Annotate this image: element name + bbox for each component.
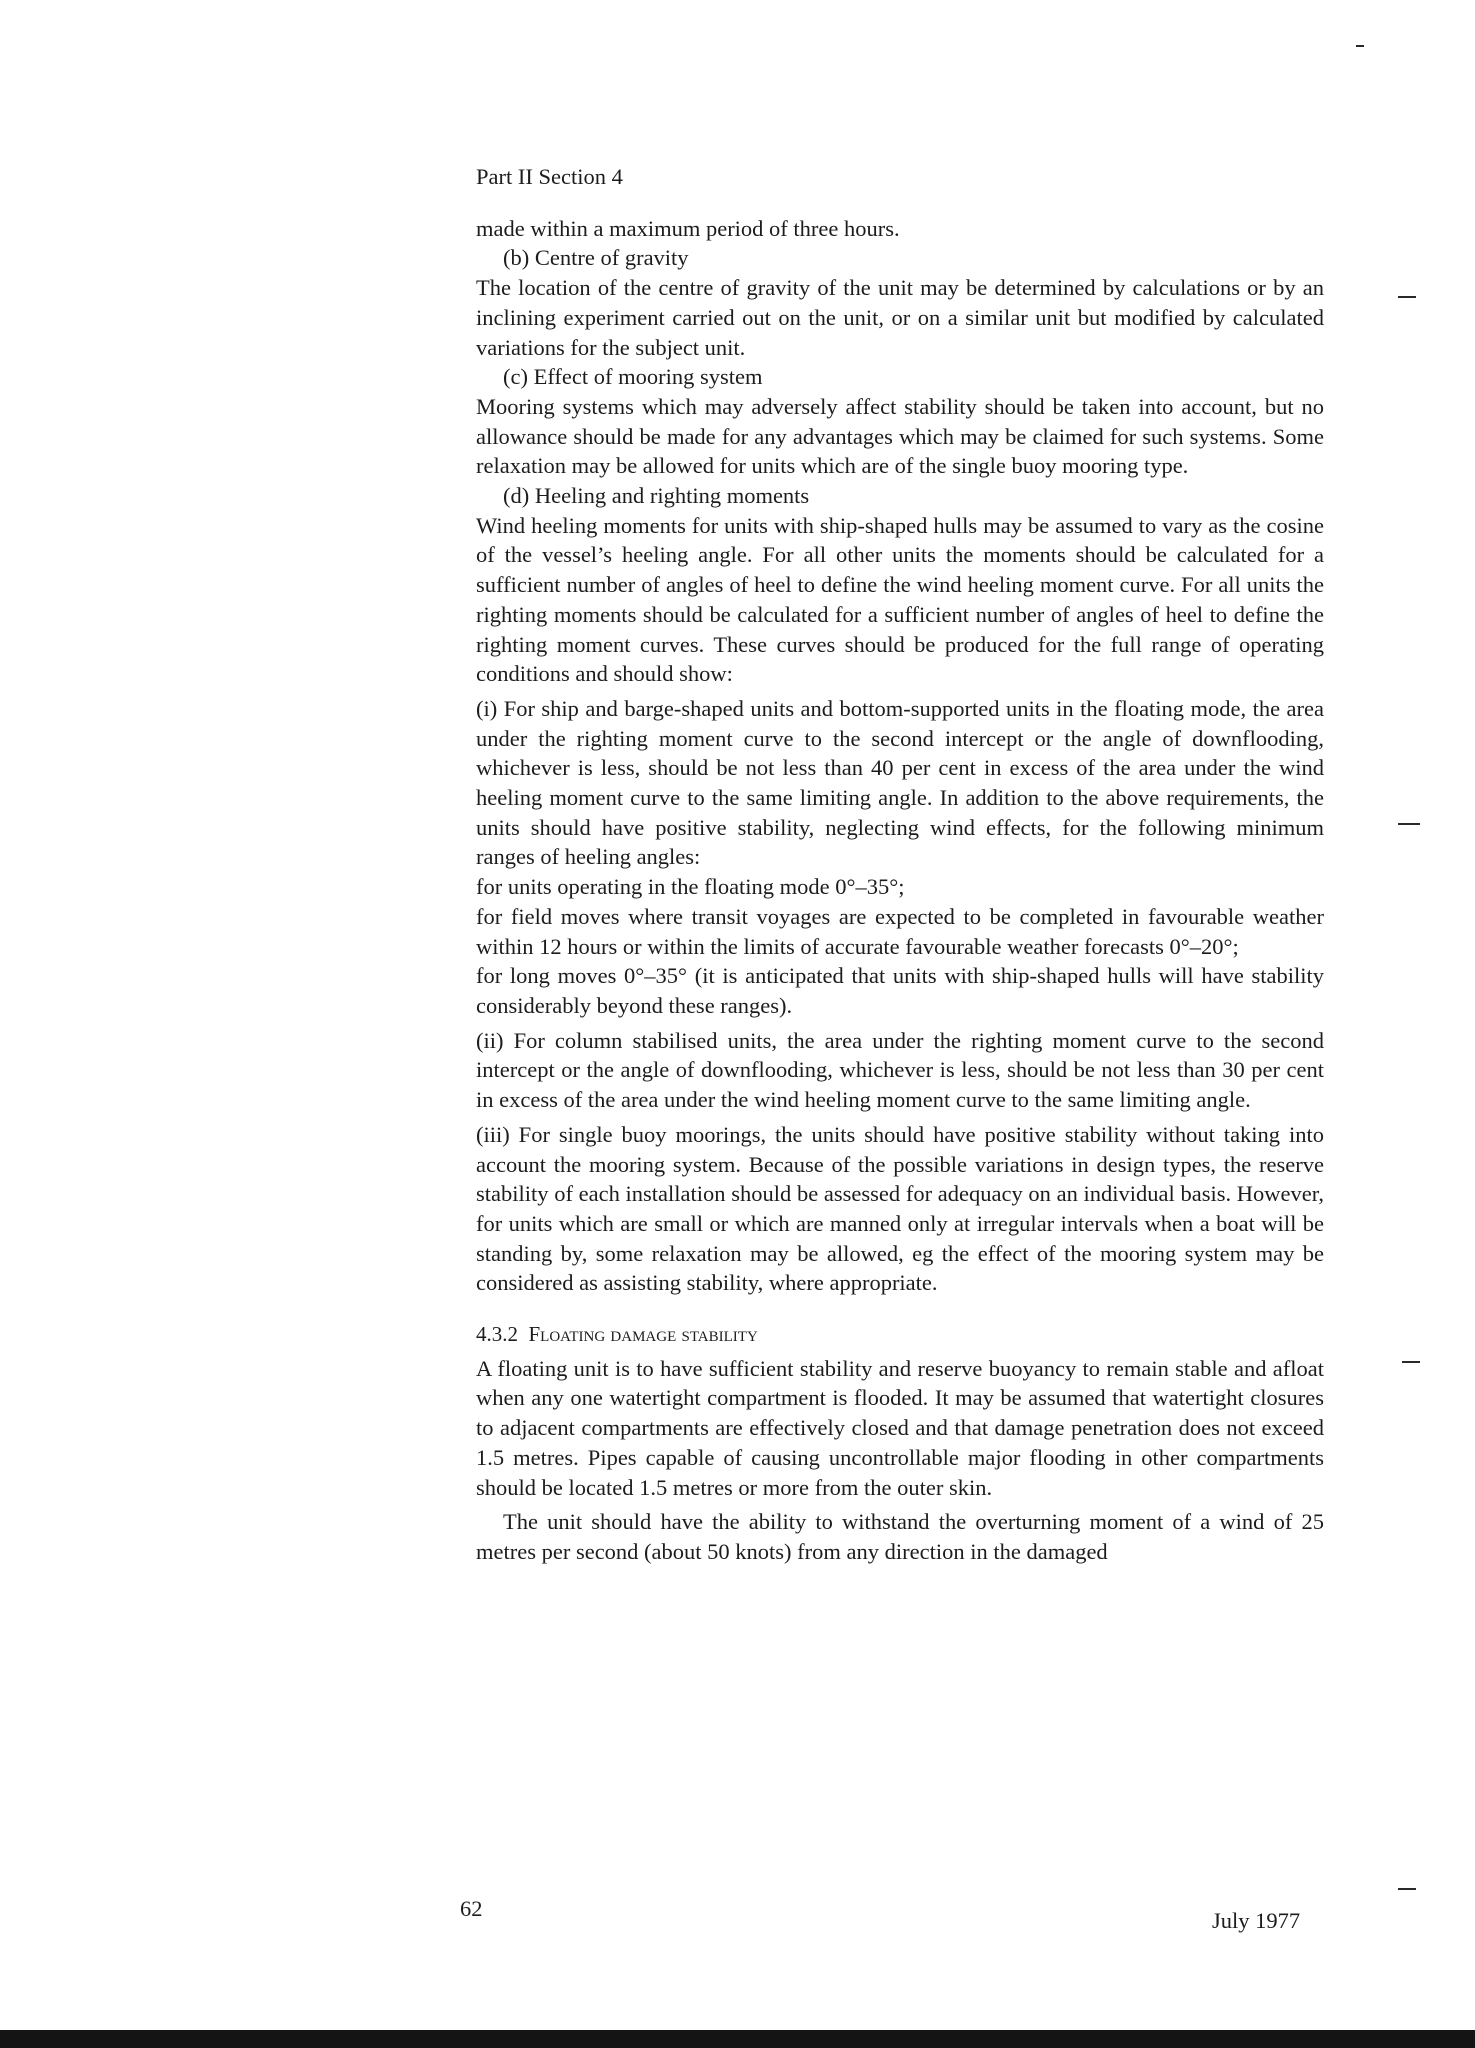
paragraph-overturning-moment: The unit should have the ability to withstand the overturning moment of a wind of 25 metres per second (about 50 knots) from any direction in the damaged bbox=[476, 1509, 1324, 1564]
paragraph-item-ii: (ii) For column stabilised units, the area under the righting moment curve to the second intercept or the angle of downflooding, whichever is less, should be not less than 30 per cent in excess of the area under the wind heeling moment curve to the same limiting angle. bbox=[476, 1027, 1324, 1113]
item-i-field-moves: for field moves where transit voyages are expected to be completed in favourable weather within 12 hours or within the limits of accurate favourable weather forecasts 0°–20°; bbox=[476, 903, 1324, 959]
section-heading-432 bbox=[476, 1320, 1324, 1350]
scan-mark bbox=[1398, 296, 1416, 298]
item-i-long-moves: for long moves 0°–35° (it is anticipated that units with ship-shaped hulls will have stability considerably beyond these ranges). bbox=[476, 963, 1324, 1018]
paragraph-item-iii: (iii) For single buoy moorings, the units should have positive stability without taking into account the mooring system. Because of the possible variations in design types, the reserve stability of each installation should be assessed for adequacy on an individual basis. However, for units which are small or which are manned only at irregular intervals when a boat will be standing by, some relaxation may be allowed, eg the effect of the mooring system may be considered as assisting stability, where appropriate. bbox=[476, 1121, 1324, 1296]
page-content bbox=[476, 162, 1324, 1567]
scan-mark bbox=[1398, 1888, 1416, 1890]
paragraph-mooring-system: Mooring systems which may adversely affect stability should be taken into account, but no allowance should be made for any advantages which may be claimed for such systems. Some relaxation may be allowed for units which are of the single buoy mooring type. bbox=[476, 393, 1324, 479]
section-title: Floating damage stability bbox=[528, 1322, 758, 1347]
running-header: Part II Section 4 bbox=[476, 164, 623, 189]
footer-date: July 1977 bbox=[1212, 1908, 1301, 1933]
paragraph-centre-of-gravity: The location of the centre of gravity of the unit may be determined by calculations or by an inclining experiment carried out on the unit, or on a similar unit but modified by calculated variations for the subject unit. bbox=[476, 275, 1324, 360]
paragraph-item-i: (i) For ship and barge-shaped units and bottom-supported units in the floating mode, the area under the righting moment curve to the second intercept or the angle of downflooding, whichever is less, should be not less than 40 per cent in excess of the area under the wind heeling moment curve to the same limiting angle. In addition to the above requirements, the units should have positive stability, neglecting wind effects, for the following minimum ranges of heeling angles: bbox=[476, 695, 1324, 870]
scan-mark bbox=[1356, 45, 1364, 47]
scan-mark bbox=[1398, 823, 1420, 825]
subheading-centre-of-gravity: (b) Centre of gravity bbox=[503, 245, 689, 271]
paragraph-heeling-righting: Wind heeling moments for units with ship-shaped hulls may be assumed to vary as the cosine of the vessel’s heeling angle. For all other units the moments should be calculated for a sufficient number of angles of heel to define the wind heeling moment curve. For all units the righting moments should be calculated for a sufficient number of angles of heel to define the righting moment curves. These curves should be produced for the full range of operating conditions and should show: bbox=[476, 512, 1324, 687]
scan-border bbox=[0, 2030, 1475, 2048]
subheading-mooring-system: (c) Effect of mooring system bbox=[503, 364, 763, 390]
subheading-heeling-righting: (d) Heeling and righting moments bbox=[503, 483, 810, 509]
paragraph-damage-stability: A floating unit is to have sufficient stability and reserve buoyancy to remain stable and afloat when any one watertight compartment is flooded. It may be assumed that watertight closures to adjacent compartments are effectively closed and that damage penetration does not exceed 1.5 metres. Pipes capable of causing uncontrollable major flooding in other compartments should be located 1.5 metres or more from the outer skin. bbox=[476, 1355, 1324, 1500]
page-number: 62 bbox=[460, 1896, 483, 1921]
section-number: 4.3.2 bbox=[476, 1322, 518, 1347]
item-i-floating-mode: for units operating in the floating mode 0°–35°; bbox=[476, 874, 905, 900]
scan-mark bbox=[1402, 1361, 1420, 1363]
intro-paragraph: made within a maximum period of three hours. bbox=[476, 215, 900, 241]
